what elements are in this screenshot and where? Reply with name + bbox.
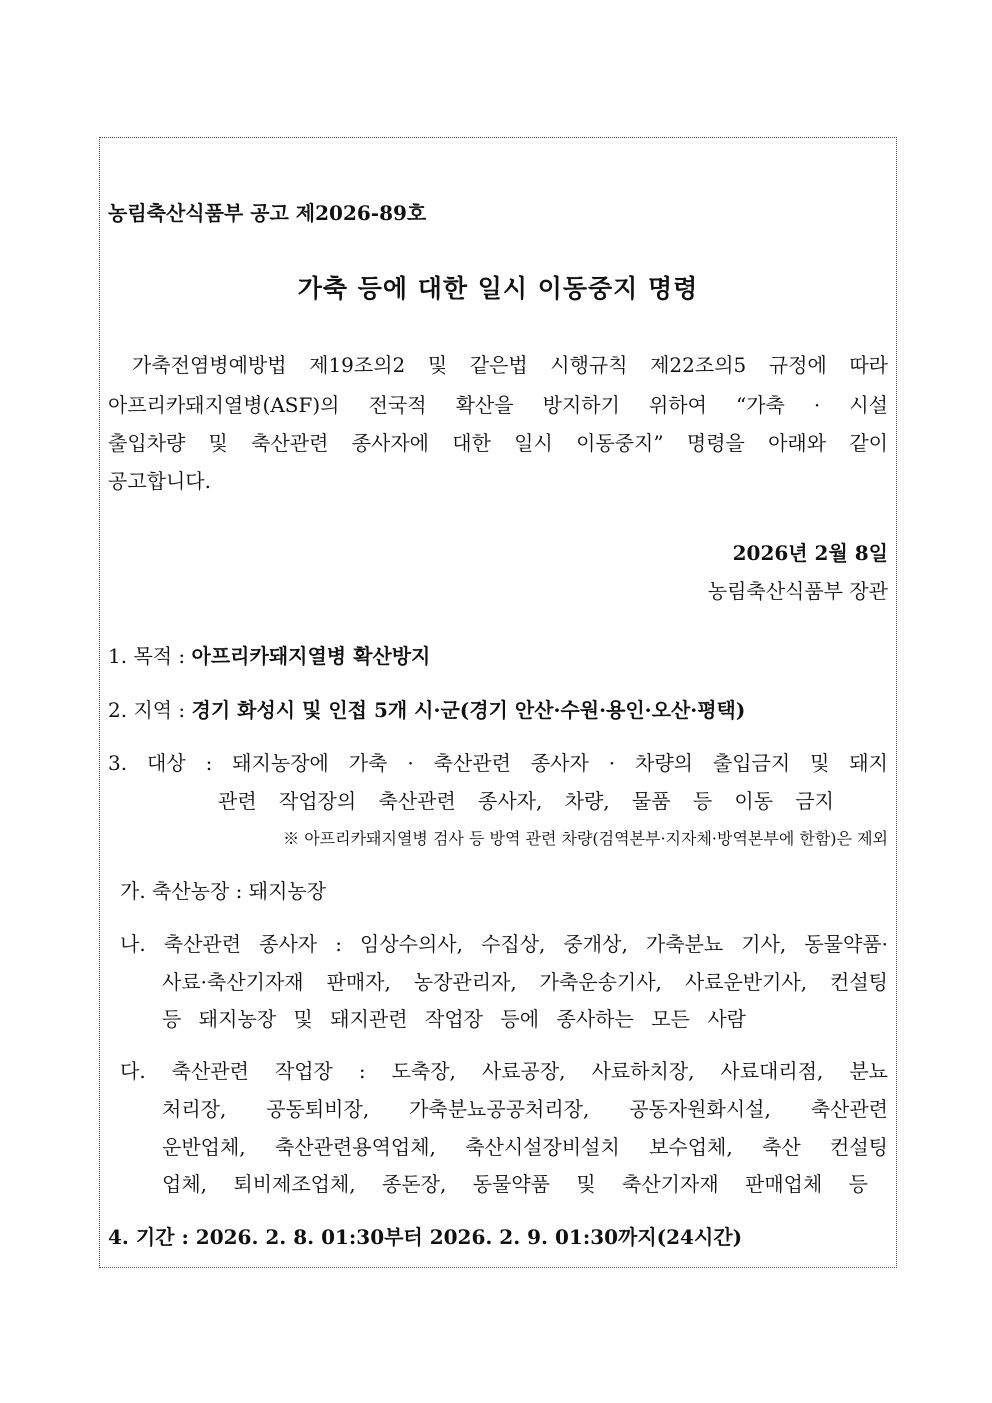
item-target-note: ※ 아프리카돼지열병 검사 등 방역 관련 차량(검역본부·지자체·방역본부에 한함)은 제외: [283, 829, 888, 848]
notice-issuer: 농림축산식품부 장관: [707, 579, 888, 603]
item-purpose-label: 1. 목적 :: [108, 644, 192, 668]
item-target-line-1: 3. 대상 : 돼지농장에 가축 · 축산관련 종사자 · 차량의 출입금지 및 돼지: [108, 751, 888, 775]
intro-line-2: 아프리카돼지열병(ASF)의 전국적 확산을 방지하기 위하여 “가축 · 시설: [108, 393, 888, 417]
notice-title: 가축 등에 대한 일시 이동중지 명령: [297, 274, 699, 303]
sub-item-workers-line-3: 등 돼지농장 및 돼지관련 작업장 등에 종사하는 모든 사람: [162, 1007, 746, 1031]
item-region-value: 경기 화성시 및 인접 5개 시·군(경기 안산·수원·용인·오산·평택): [191, 698, 746, 722]
notice-date: 2026년 2월 8일: [732, 541, 888, 565]
intro-line-3: 출입차량 및 축산관련 종사자에 대한 일시 이동중지” 명령을 아래와 같이: [108, 431, 888, 455]
sub-item-farm: 가. 축산농장 : 돼지농장: [120, 879, 327, 903]
sub-item-workplaces-line-3: 운반업체, 축산관련용역업체, 축산시설장비설치 보수업체, 축산 컨설팅: [162, 1135, 888, 1159]
sub-item-workplaces-line-4: 업체, 퇴비제조업체, 종돈장, 동물약품 및 축산기자재 판매업체 등: [162, 1172, 868, 1196]
intro-line-4: 공고합니다.: [108, 469, 211, 493]
notice-number: 농림축산식품부 공고 제2026-89호: [108, 201, 427, 225]
item-period: 4. 기간 : 2026. 2. 8. 01:30부터 2026. 2. 9. 01:30까지(24시간): [108, 1225, 743, 1249]
intro-line-1: 가축전염병예방법 제19조의2 및 같은법 시행규칙 제22조의5 규정에 따라: [132, 353, 888, 377]
sub-item-workplaces-line-1: 다. 축산관련 작업장 : 도축장, 사료공장, 사료하치장, 사료대리점, 분뇨: [120, 1059, 888, 1083]
sub-item-workers-line-1: 나. 축산관련 종사자 : 임상수의사, 수집상, 중개상, 가축분뇨 기사, 동물약품·: [120, 932, 888, 956]
item-target-line-2: 관련 작업장의 축산관련 종사자, 차량, 물품 등 이동 금지: [218, 789, 834, 813]
item-region-label: 2. 지역 :: [108, 698, 192, 722]
item-region: [108, 697, 745, 723]
sub-item-workers-line-2: 사료·축산기자재 판매자, 농장관리자, 가축운송기사, 사료운반기사, 컨설팅: [162, 970, 888, 994]
item-purpose: [108, 643, 430, 669]
item-purpose-value: 아프리카돼지열병 확산방지: [191, 644, 431, 668]
sub-item-workplaces-line-2: 처리장, 공동퇴비장, 가축분뇨공공처리장, 공동자원화시설, 축산관련: [162, 1097, 888, 1121]
